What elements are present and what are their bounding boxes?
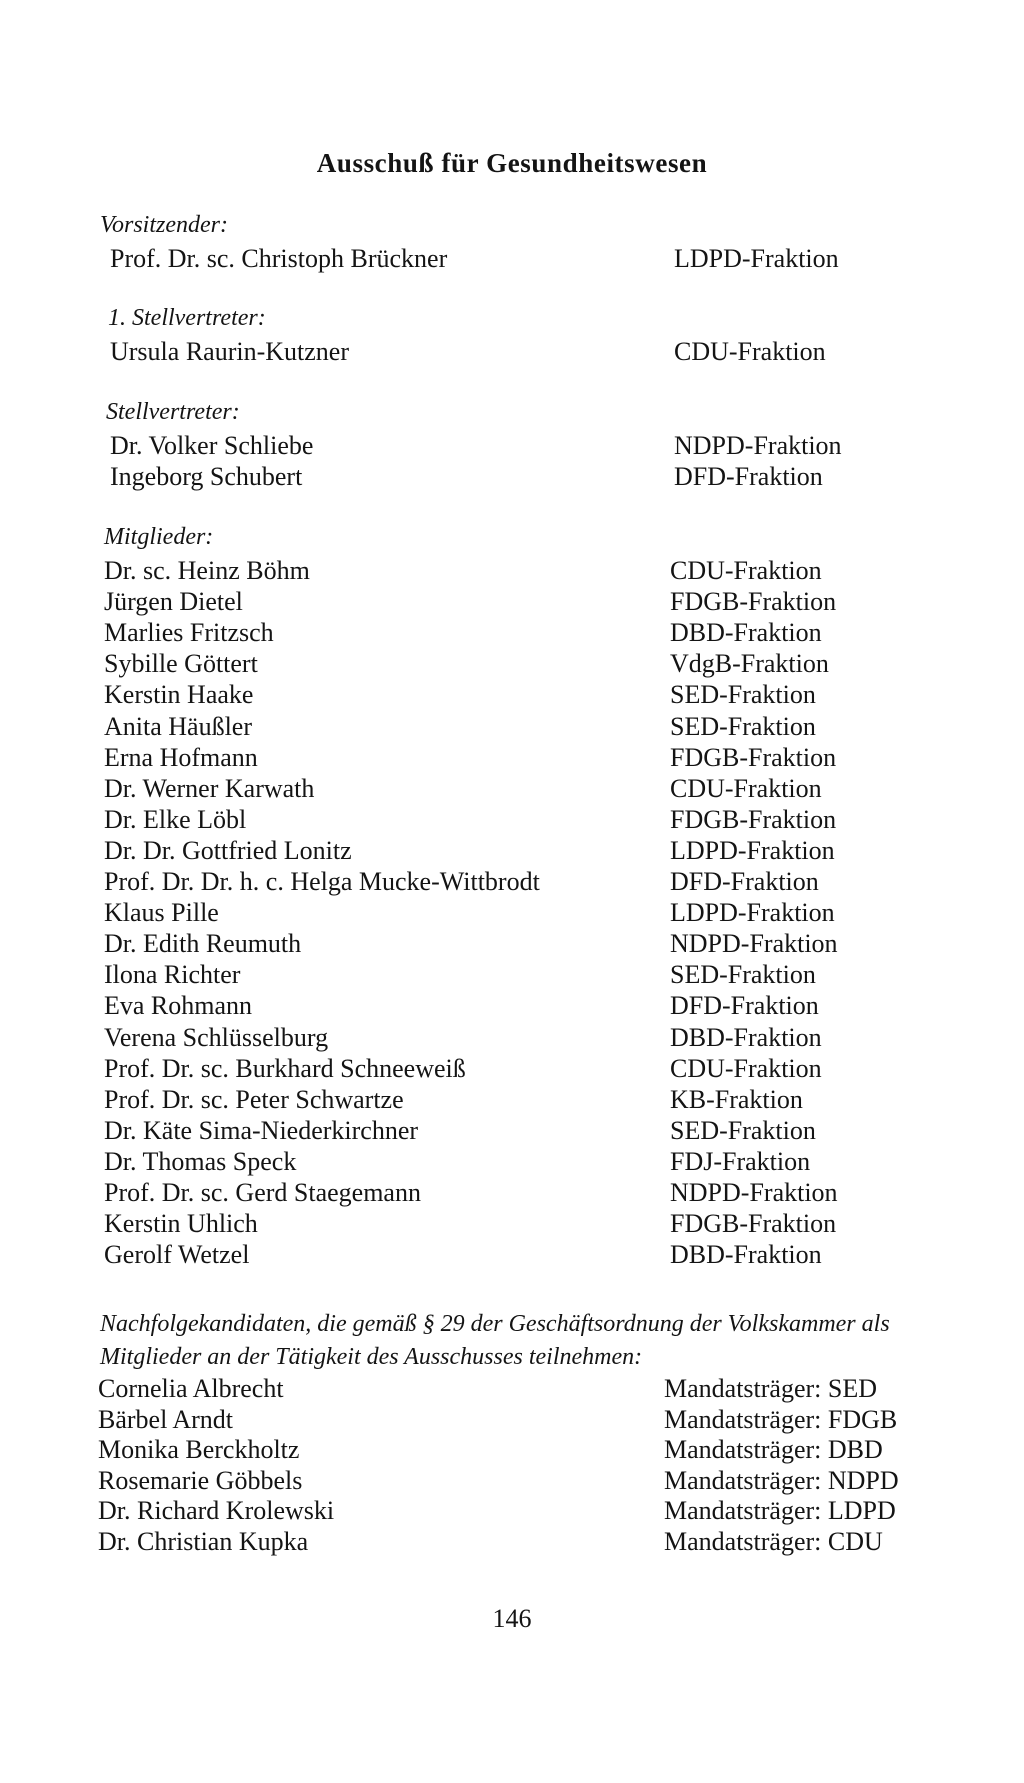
party-affiliation: Mandatsträger: DBD: [664, 1435, 883, 1464]
party-affiliation: FDGB-Fraktion: [670, 804, 837, 834]
party-affiliation: FDGB-Fraktion: [670, 742, 837, 772]
list-item: [0, 1085, 1024, 1116]
chair-row: [0, 244, 1024, 275]
list-item: [0, 929, 1024, 960]
party-affiliation: NDPD-Fraktion: [674, 431, 842, 460]
party-affiliation: SED-Fraktion: [670, 680, 816, 710]
party-affiliation: FDGB-Fraktion: [670, 587, 837, 617]
party-affiliation: CDU-Fraktion: [670, 773, 822, 803]
party-affiliation: Mandatsträger: CDU: [664, 1526, 883, 1556]
list-item: [0, 1466, 1024, 1497]
list-item: [0, 1240, 1024, 1271]
person-name: Anita Häußler: [104, 711, 253, 741]
list-item: [0, 1527, 1024, 1558]
person-name: Gerolf Wetzel: [104, 1240, 250, 1270]
first-deputy-name: Ursula Raurin-Kutzner: [110, 337, 349, 366]
list-item: [0, 867, 1024, 898]
person-name: Dr. Elke Löbl: [104, 804, 247, 834]
party-affiliation: DBD-Fraktion: [670, 618, 822, 648]
party-affiliation: SED-Fraktion: [670, 1115, 816, 1145]
person-name: Dr. Dr. Gottfried Lonitz: [104, 835, 352, 865]
list-item: [0, 1405, 1024, 1436]
list-item: [0, 1147, 1024, 1178]
list-item: [0, 712, 1024, 743]
party-affiliation: LDPD-Fraktion: [670, 835, 835, 865]
person-name: Dr. Christian Kupka: [98, 1526, 309, 1556]
list-item: [0, 680, 1024, 711]
person-name: Dr. Käte Sima-Niederkirchner: [104, 1115, 419, 1145]
party-affiliation: CDU-Fraktion: [670, 1053, 822, 1083]
person-name: Prof. Dr. Dr. h. c. Helga Mucke-Wittbrodt: [104, 867, 540, 896]
party-affiliation: Mandatsträger: FDGB: [664, 1404, 898, 1434]
person-name: Dr. Thomas Speck: [104, 1146, 297, 1176]
person-name: Monika Berckholtz: [98, 1435, 300, 1464]
party-affiliation: Mandatsträger: SED: [664, 1374, 878, 1403]
person-name: Ingeborg Schubert: [110, 462, 303, 491]
committee-title: Ausschuß für Gesundheitswesen: [316, 148, 708, 178]
person-name: Dr. Richard Krolewski: [98, 1496, 335, 1525]
party-affiliation: VdgB-Fraktion: [670, 649, 829, 679]
list-item: [0, 556, 1024, 587]
person-name: Marlies Fritzsch: [104, 618, 274, 648]
list-item: [0, 618, 1024, 649]
person-name: Sybille Göttert: [104, 649, 258, 679]
chair-label: Vorsitzender:: [100, 212, 228, 238]
list-item: [0, 960, 1024, 991]
party-affiliation: CDU-Fraktion: [670, 556, 822, 585]
person-name: Rosemarie Göbbels: [98, 1465, 303, 1495]
person-name: Ilona Richter: [104, 960, 241, 990]
person-name: Prof. Dr. sc. Burkhard Schneeweiß: [104, 1053, 466, 1083]
person-name: Kerstin Haake: [104, 680, 254, 710]
deputies-label: Stellvertreter:: [106, 399, 240, 425]
successors-note: Nachfolgekandidaten, die gemäß § 29 der Geschäftsordnung der Volkskammer als Mitglieder an der Tätigkeit des Ausschusses teilnehmen:: [100, 1311, 890, 1370]
person-name: Verena Schlüsselburg: [104, 1022, 329, 1052]
list-item: [0, 836, 1024, 867]
person-name: Dr. Werner Karwath: [104, 773, 315, 803]
person-name: Prof. Dr. sc. Gerd Staegemann: [104, 1178, 421, 1207]
party-affiliation: DFD-Fraktion: [670, 867, 819, 896]
party-affiliation: DFD-Fraktion: [674, 462, 823, 491]
party-affiliation: Mandatsträger: NDPD: [664, 1465, 899, 1495]
party-affiliation: SED-Fraktion: [670, 960, 816, 990]
first-deputy-party: CDU-Fraktion: [674, 337, 826, 366]
person-name: Erna Hofmann: [104, 742, 258, 772]
chair-name: Prof. Dr. sc. Christoph Brückner: [110, 244, 448, 273]
list-item: [0, 462, 1024, 493]
party-affiliation: Mandatsträger: LDPD: [664, 1496, 896, 1525]
person-name: Kerstin Uhlich: [104, 1209, 258, 1239]
list-item: [0, 1496, 1024, 1527]
person-name: Dr. Volker Schliebe: [110, 431, 314, 460]
list-item: [0, 1054, 1024, 1085]
list-item: [0, 1209, 1024, 1240]
person-name: Dr. sc. Heinz Böhm: [104, 556, 310, 585]
party-affiliation: DFD-Fraktion: [670, 991, 819, 1021]
list-item: [0, 1023, 1024, 1054]
person-name: Eva Rohmann: [104, 991, 253, 1021]
list-item: [0, 1178, 1024, 1209]
first-deputy-row: [0, 337, 1024, 368]
list-item: [0, 587, 1024, 618]
party-affiliation: SED-Fraktion: [670, 711, 816, 741]
page-number: 146: [492, 1604, 532, 1633]
list-item: [0, 1116, 1024, 1147]
list-item: [0, 431, 1024, 462]
person-name: Bärbel Arndt: [98, 1404, 234, 1434]
person-name: Prof. Dr. sc. Peter Schwartze: [104, 1084, 404, 1114]
person-name: Jürgen Dietel: [104, 587, 243, 617]
list-item: [0, 743, 1024, 774]
chair-party: LDPD-Fraktion: [674, 244, 839, 273]
list-item: [0, 991, 1024, 1022]
party-affiliation: DBD-Fraktion: [670, 1022, 822, 1052]
party-affiliation: LDPD-Fraktion: [670, 898, 835, 928]
person-name: Dr. Edith Reumuth: [104, 929, 302, 959]
list-item: [0, 805, 1024, 836]
party-affiliation: FDJ-Fraktion: [670, 1146, 811, 1176]
person-name: Klaus Pille: [104, 898, 219, 928]
members-label: Mitglieder:: [104, 524, 214, 550]
party-affiliation: KB-Fraktion: [670, 1084, 803, 1114]
party-affiliation: DBD-Fraktion: [670, 1240, 822, 1270]
first-deputy-label: 1. Stellvertreter:: [108, 305, 266, 331]
party-affiliation: NDPD-Fraktion: [670, 1178, 838, 1207]
party-affiliation: FDGB-Fraktion: [670, 1209, 837, 1239]
list-item: [0, 649, 1024, 680]
list-item: [0, 1374, 1024, 1405]
list-item: [0, 1435, 1024, 1466]
person-name: Cornelia Albrecht: [98, 1374, 284, 1403]
list-item: [0, 898, 1024, 929]
list-item: [0, 774, 1024, 805]
party-affiliation: NDPD-Fraktion: [670, 929, 838, 959]
